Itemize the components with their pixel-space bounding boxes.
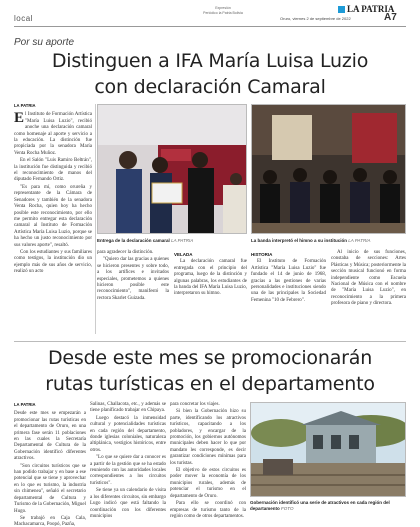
article1-byline: LA PATRIA (14, 103, 36, 108)
article2-column-2 (90, 402, 166, 521)
article1-col3-p1: La declaración camaral fue entregada con el principio del programa, luego de la distinción y algunas palabras, los estudiantes de la banda del IFA María Luisa Luzio, interpretaron su himno. (174, 259, 247, 297)
page-header (0, 0, 420, 28)
article2-headline-line2: rutas turísticas en el departamento (45, 373, 375, 395)
brand-square-icon (338, 6, 345, 13)
article2-col3-p3: El objetivo de estos circuitos es poder mover la economía de los municipios rurales, además de potenciar el turismo en el departamento de Oruro. (170, 468, 246, 499)
article1-col1-p1 (14, 112, 92, 157)
article2-col1-p3: Se trabajó en Caja Cala, Machacamarca, Poopó, Pazña, (14, 515, 86, 527)
article1-column-5 (331, 250, 406, 309)
article2-col1-p2: "Son circuitos turísticos que se han podido trabajar y en base a ese potencial que se tiene y aprovechar en lo que es turismo, la industria sin chimenea", señaló el secretario departamental de Cultura y Turismo de la Gobernación, Miguel Hugo. (14, 463, 86, 514)
article2-headline (14, 345, 406, 397)
article1-col1-p3: "Es para mí, como orureña y representante de la Cámara de Senadores y también de la senadora Venta Rocha, quien hoy ha hecho posible este reconocimiento, por ello me permito entregar esta declaración camaral al Instituto de Formación Artística María Luisa Luzio, porque se ha hecho un justo reconocimiento por sus valores aporte", resaltó. (14, 184, 92, 248)
photo-declaration-ceremony-image (98, 105, 247, 234)
article-separator (14, 341, 406, 342)
photo-band-hymn (251, 104, 406, 234)
page-number: A7 (384, 12, 397, 23)
photo2-caption (251, 238, 406, 244)
article1-col5-p1: Al inicio de sus funciones, constaba de secciones: Artes Plásticas y Música; posteriormente la sección musical funcionó en forma independiente como Escuela Nacional de Música con el nombre de "María Luisa Luzio", en reconocimiento a la primera profesora de piano y directora. (331, 250, 406, 307)
article2-col2-p4: Se tiene ya un calendario de visita a los diferentes circuitos, sin embargo Lugo indicó que está faltando la coordinación con los diferentes municipios (90, 488, 166, 519)
article2-column-3 (170, 402, 246, 521)
photo-declaration-ceremony (97, 104, 247, 234)
article2-col1-p1: Desde este mes se empezarán a promocionar las rutas turísticas en el departamento de Oruro, en una primera fase serán 11 poblaciones en las cuales la Secretaría Departamental de Cultura de la Gobernación identificó diferentes atractivos. (14, 411, 86, 462)
brand-name: LA PATRIA (347, 4, 395, 14)
article2-column-1 (14, 402, 86, 527)
photo3-caption-credit: FOTO (281, 505, 294, 511)
article1-subhead-velada: VELADA (174, 252, 193, 257)
article2-col3-p2: Si bien la Gobernación hizo su parte, identificando los atractivos turísticos, capacitando a los pobladores, y encargar de la promoción, los gobiernos autónomos municipales deben hacer lo que por mandato les corresponde, es decir garantizar condiciones mínimas para los turistas. (170, 409, 246, 466)
photo-band-hymn-image (252, 105, 406, 234)
photo-tourist-attraction (250, 402, 406, 497)
article1-col2-p2: "Quiero dar las gracias a quienes se hicieron presentes y sobre todo, a los artífices e invitados especiales, prometemos a quienes hicieron posible este reconocimiento", manifestó la rectora Skarlet Guizada. (97, 257, 169, 301)
article1-headline-line2: con declaración Camaral (94, 76, 326, 98)
article1-column-2 (97, 250, 169, 303)
article1-column-1 (14, 103, 92, 277)
article1-col2-p1: para agradecer la distinción. (97, 250, 154, 255)
article2-headline-line1: Desde este mes se promocionarán (47, 347, 373, 369)
article2-col2-p2: Luego destacó la inmensidad cultural y potencialidades turísticas en cada región del departamento, donde iglesias coloniales, naturaleza altiplánica, vestigios históricos, entre otros. (90, 415, 166, 453)
article2-byline: LA PATRIA (14, 402, 36, 407)
photo3-caption-text: Gobernación identificó una serie de atractivos en cada región del departamento (250, 500, 390, 511)
photo1-caption-credit: LA PATRIA (171, 238, 194, 243)
article2-col3-p4: Para ello se coordinó con empresas de turismo tanto de la región como de otros departamentos. (170, 501, 246, 519)
photo2-caption-credit: LA PATRIA (348, 238, 371, 243)
article2-col2-p3: "Lo que se quiere dar a conocer es a partir de la gestión que se ha estado reuniendo con las autoridades locales correspondientes a los circuitos turísticos". (90, 455, 166, 486)
article1-headline (14, 48, 406, 100)
article1-column-4 (251, 250, 326, 305)
article1-kicker: Por su aporte (14, 37, 75, 48)
article1-col1-p2: En el Salón "Luis Ramiro Beltrán", la institución fue distinguida y recibió el reconocimiento de manos del diputado Fernando Ortiz. (14, 158, 92, 183)
photo3-caption (250, 500, 406, 511)
photo2-caption-text: La banda interpretó el himno a su institución (251, 238, 348, 243)
photo-tourist-attraction-image (251, 403, 406, 497)
article1-col1-p1-text: l Instituto de Formación Artística "María Luisa Luzio", recibió anoche una declaración camaral como homenaje al aporte y servicio a la educación. La distinción fue propiciada por la senadora María Venta Rocha Muñoz. (14, 112, 92, 156)
article1-col1-p4: Con los estudiantes y sus familiares como testigos, la institución dio un ejemplo más de sus años de servicio, realizó un acto (14, 249, 92, 275)
article2-col2-p1: Salinas, Challacota, etc., y además se tiene planificado trabajar en Chipaya. (90, 402, 166, 414)
article1-col4-p1: El Instituto de Formación Artística "María Luisa Luzio" fue fundado el 14 de junio de 1968, gracias a las gestiones de varias personalidades e instituciones siendo una de las principales la Sociedad Femenina "10 de Febrero". (251, 259, 326, 303)
header-center-text (168, 6, 278, 16)
header-center-line2: Periódico la Patria Bolivia (203, 11, 243, 15)
dropcap: E (14, 110, 25, 127)
article2-col3-p1: para concretar los viajes. (170, 402, 220, 407)
article1-subhead-historia: HISTORIA (251, 252, 273, 257)
article1-headline-line1: Distinguen a IFA María Luisa Luzio (51, 50, 369, 72)
header-center-line1: Expresión (215, 6, 231, 10)
issue-date: Oruro, viernes 2 de septiembre de 2022 (280, 16, 351, 21)
article1-column-3 (174, 250, 247, 299)
section-label: local (14, 14, 33, 23)
header-rule (14, 26, 406, 27)
column-divider (95, 104, 96, 334)
photo1-caption (97, 238, 247, 244)
photo1-caption-text: Entrega de la declaración camaral (97, 238, 170, 243)
